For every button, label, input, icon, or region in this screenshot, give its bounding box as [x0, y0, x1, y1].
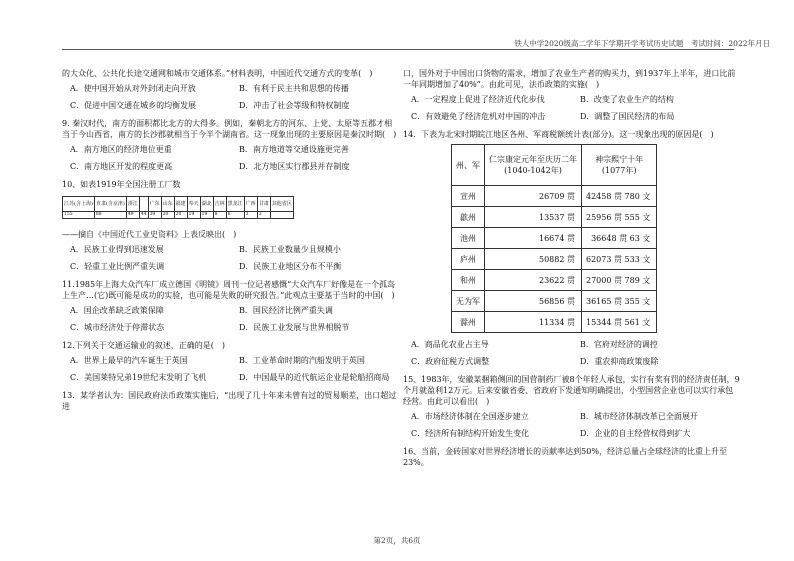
- province-cell: [139, 197, 148, 212]
- tax-1077-cell: 36648 贯 63 文: [582, 228, 657, 249]
- option-b: B．南方地道等交通设施更完善: [239, 145, 349, 154]
- region-cell: 无为军: [452, 291, 485, 312]
- option-d: D．冲击了社会等级和特权制度: [239, 101, 350, 110]
- province-cell: 奉天: [187, 197, 200, 212]
- tax-1077-cell: 62073 贯 533 文: [582, 249, 657, 270]
- province-cell: 吉林: [213, 197, 226, 212]
- question-8-continuation: 的大众化、公共化长途交通网和城市交通体系。”材料表明，中国近代交通方式的变革( ): [62, 69, 373, 78]
- count-cell: 39: [148, 212, 161, 219]
- period-2-header: [582, 145, 657, 186]
- question-13-options: [411, 94, 741, 122]
- option-a: A．南方地区的经济地位更重: [70, 145, 172, 154]
- period-2-header-line-2: (1077年): [601, 166, 637, 175]
- factory-table-header-row: [63, 197, 294, 212]
- page-footer: 第2页，共6页: [373, 536, 421, 545]
- question-16-stem: 16、当前，金砖国家对世界经济增长的贡献率达到50%，经济总量占全球经济的比重上升至23%。: [403, 447, 727, 467]
- tax-1077-cell: 36165 贯 355 文: [582, 291, 657, 312]
- option-c: C．南方地区开发的程度更高: [70, 162, 173, 171]
- factory-table-value-row: [63, 212, 294, 219]
- province-cell: 广西: [244, 197, 257, 212]
- question-13-stem: 13．某学者认为：国民政府法币政策实施后，“出现了几十年来未曾有过的贸易顺差，出口超过进: [62, 391, 397, 411]
- tax-1040-cell: 16674 贯: [485, 228, 582, 249]
- tax-1040-cell: 23622 贯: [485, 270, 582, 291]
- question-12-stem: 12.下列关于交通运输业的叙述，正确的是( ): [62, 341, 225, 350]
- option-b: B．有利于民主共和思想的传播: [239, 84, 349, 93]
- question-15-stem: 15、1983年，安徽某捆箱侧回的国营制药厂被8个年轻人承包，实行有奖有罚的经济责任制，9个月就盈利12万元。后来安徽省委、省政府下发通知明确提出，小型国营企业也可以实行承包经营。由此可以看出( ): [403, 375, 740, 406]
- tax-1040-cell: 13537 贯: [485, 207, 582, 228]
- table-row: [452, 249, 657, 270]
- header-divider: [62, 49, 734, 50]
- count-cell: 155: [63, 212, 95, 219]
- option-b: B．民族工业数量少且规模小: [239, 245, 341, 254]
- question-8-options: [70, 83, 400, 111]
- option-d: D．民族工业地区分布不平衡: [239, 262, 342, 271]
- tax-table: [451, 144, 657, 333]
- question-11-stem: 11.1985年上海大众汽车厂成立德国《明镜》周刊一位记者感慨“大众汽车厂好像是在一个孤岛上生产…(它)既可能是成功的实验，也可能是失败的研究报告。”此观点主要基于当时的中国( ): [62, 280, 396, 300]
- option-a: A．国企改革缺乏政策保障: [70, 306, 164, 315]
- option-c: C．促进中国交通在城乡的均衡发展: [70, 101, 197, 110]
- region-header: 州、军: [452, 145, 485, 186]
- option-c: C．城市经济处于停滞状态: [70, 323, 165, 332]
- count-cell: 8: [213, 212, 226, 219]
- option-d: D．重农抑商政策废除: [580, 357, 659, 366]
- option-a: A．一定程度上促进了经济近代化步伐: [411, 95, 545, 104]
- province-cell: 其他省区: [270, 197, 293, 212]
- province-cell: 浙江: [126, 197, 139, 212]
- question-9-stem: 9. 秦汉时代，南方的面积都比北方的大得多。例如，秦朝北方的河东、上党、太原等五郡才相当于今山西省，南方的长沙郡就相当于今半个湖南省。这一现象出现的主要原因是秦汉时期( ): [62, 119, 397, 139]
- province-cell: 直隶(含京津): [94, 197, 126, 212]
- left-column: [62, 68, 400, 416]
- tax-1040-cell: 26709 贯: [485, 186, 582, 207]
- option-d: D．北方地区实行郡县并存制度: [239, 162, 350, 171]
- table-row: [452, 228, 657, 249]
- option-a: A．使中国开始从对外封闭走向开放: [70, 84, 196, 93]
- tax-1077-cell: 25956 贯 555 文: [582, 207, 657, 228]
- option-c: C．有效避免了经济危机对中国的冲击: [411, 112, 546, 121]
- period-1-header: [485, 145, 582, 186]
- count-cell: [270, 212, 293, 219]
- question-10-source: ——摘自《中国近代工业史资料》上表反映出( ): [62, 230, 237, 239]
- tax-1040-cell: 11334 贯: [485, 312, 582, 333]
- question-9-options: [70, 144, 400, 172]
- tax-1077-cell: 15344 贯 561 文: [582, 312, 657, 333]
- province-cell: 黑龙江: [226, 197, 244, 212]
- period-1-header-line-2: (1040-1042年): [504, 166, 562, 175]
- question-14-stem: 14．下表为北宋时期皖江地区各州、军商税额统计表(部分)。这一现象出现的原因是( ): [403, 130, 714, 139]
- tax-1040-cell: 56856 贯: [485, 291, 582, 312]
- factory-count-table: [62, 196, 294, 219]
- option-d: D．企业的自主经营权得到扩大: [580, 429, 691, 438]
- count-cell: 3: [244, 212, 257, 219]
- region-cell: 和州: [452, 270, 485, 291]
- count-cell: 19: [187, 212, 200, 219]
- option-c: C．轻重工业比例严重失调: [70, 262, 165, 271]
- count-cell: 49: [126, 212, 139, 219]
- tax-table-header-row: [452, 145, 657, 186]
- question-10-options: [70, 244, 400, 272]
- province-cell: 湖北: [200, 197, 213, 212]
- option-c: C．经济所有制结构开始发生变化: [411, 429, 530, 438]
- option-b: B．工业革命时期的汽船发明于英国: [239, 356, 365, 365]
- option-c: C．政府征税方式调整: [411, 357, 490, 366]
- region-cell: 歙州: [452, 207, 485, 228]
- option-d: D．民族工业发展与世界相脱节: [239, 323, 350, 332]
- right-column: [403, 68, 741, 472]
- page-header: 铁人中学2020级高二学年下学期开学考试历史试题 考试时间：2022年月日: [514, 39, 770, 48]
- region-cell: 庐州: [452, 249, 485, 270]
- tax-1077-cell: 42458 贯 780 文: [582, 186, 657, 207]
- table-row: [452, 312, 657, 333]
- option-c: C．美国莱特兄弟19世纪末发明了飞机: [70, 373, 207, 382]
- province-cell: 江苏(含上海): [63, 197, 95, 212]
- option-d: D．中国最早的近代航运企业是轮船招商局: [239, 373, 390, 382]
- table-row: [452, 207, 657, 228]
- tax-1077-cell: 27000 贯 789 文: [582, 270, 657, 291]
- province-cell: 甘肃: [257, 197, 270, 212]
- option-a: A．市场经济体制在全国逐步建立: [411, 412, 529, 421]
- option-b: B．官府对经济的调控: [580, 340, 658, 349]
- count-cell: 44: [140, 212, 147, 217]
- period-1-header-line-1: 仁宗康定元年至庆历二年: [489, 155, 577, 164]
- option-a: A．商品化农业占主导: [411, 340, 489, 349]
- question-10-stem: 10、如表1919年全国注册工厂数: [62, 180, 181, 189]
- count-cell: 30: [161, 212, 174, 219]
- option-b: B．改变了农业生产的结构: [580, 95, 674, 104]
- table-row: [452, 291, 657, 312]
- table-row: [452, 186, 657, 207]
- option-d: D．调整了国民经济的布局: [580, 112, 675, 121]
- option-b: B．国民经济比例严重失调: [239, 306, 333, 315]
- province-cell: 广东: [148, 197, 161, 212]
- question-12-options: [70, 355, 400, 383]
- question-11-options: [70, 305, 400, 333]
- question-14-options: [411, 339, 741, 367]
- province-cell: 山东: [161, 197, 174, 212]
- count-cell: 3: [257, 212, 270, 219]
- region-cell: 宣州: [452, 186, 485, 207]
- count-cell: 19: [200, 212, 213, 219]
- region-cell: 池州: [452, 228, 485, 249]
- region-cell: 滁州: [452, 312, 485, 333]
- option-b: B．城市经济体制改革已全面展开: [580, 412, 698, 421]
- count-cell: 88: [94, 212, 126, 219]
- question-13-continuation: 口，国外对于中国出口货物的需求，增加了农业生产者的购买力，到1937年上半年，进口比前一年同期增加了40%”。由此可见，法币政策的实施( ): [403, 69, 736, 89]
- question-15-options: [411, 411, 741, 439]
- count-cell: 6: [226, 212, 244, 219]
- option-a: A．民族工业得到迅速发展: [70, 245, 164, 254]
- province-cell: 福建: [174, 197, 187, 212]
- tax-1040-cell: 50882 贯: [485, 249, 582, 270]
- period-2-header-line-1: 神宗熙宁十年: [595, 155, 644, 164]
- count-cell: 20: [174, 212, 187, 219]
- table-row: [452, 270, 657, 291]
- option-a: A．世界上最早的汽车诞生于英国: [70, 356, 188, 365]
